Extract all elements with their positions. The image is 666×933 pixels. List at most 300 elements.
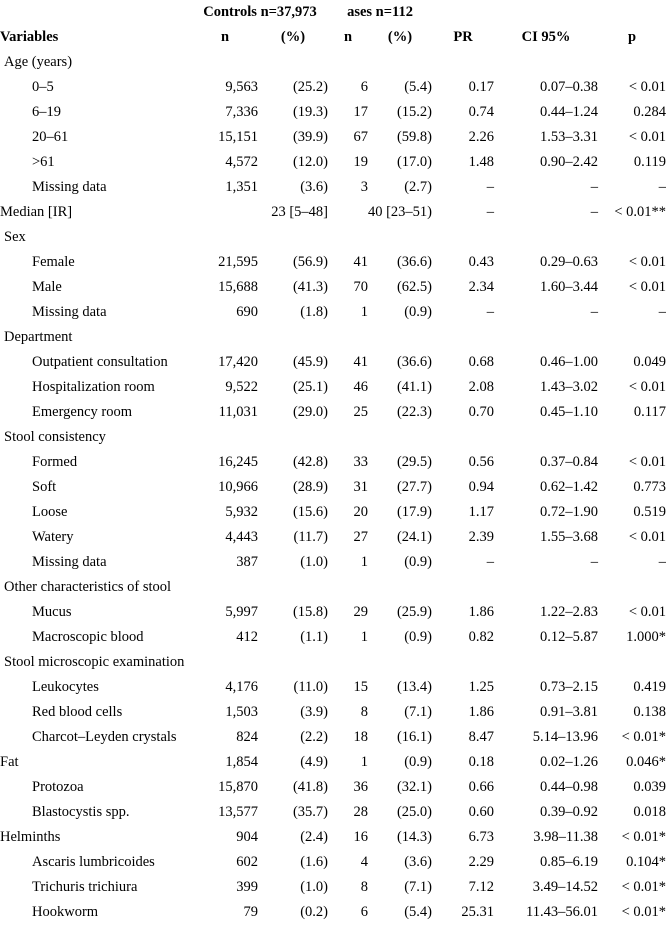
row-controls-n: 9,522: [225, 379, 258, 395]
row-ci: 11.43–56.01: [526, 904, 599, 920]
table-row: [0, 800, 666, 825]
row-controls-n: 412: [236, 629, 258, 645]
row-p: 0.104*: [626, 854, 666, 870]
header-controls-group: Controls n=37,973: [203, 4, 317, 20]
row-controls-n: 904: [236, 829, 258, 845]
row-controls-pct: (19.3): [292, 104, 329, 120]
row-cases-n: 46: [353, 379, 369, 395]
row-cases-pct: (36.6): [396, 254, 433, 270]
row-cases-n: 29: [353, 604, 369, 620]
row-cases-n: 4: [360, 854, 369, 870]
row-pr: 2.29: [468, 854, 495, 870]
header-controls-n: n: [220, 29, 230, 45]
row-cases-pct: [368, 575, 432, 600]
table-row: [0, 500, 666, 525]
row-pr: 1.48: [468, 154, 495, 170]
row-label: 6–19: [32, 104, 61, 120]
row-p: 0.018: [633, 804, 666, 820]
row-label: Hookworm: [32, 904, 99, 920]
row-controls-pct: (4.9): [300, 754, 329, 770]
row-p: < 0.01: [628, 529, 666, 545]
row-controls-pct: (1.0): [300, 554, 329, 570]
row-controls-pct: (45.9): [292, 354, 329, 370]
header-p: p: [627, 29, 637, 45]
row-cases-pct: [368, 425, 432, 450]
row-label: Leukocytes: [32, 679, 99, 695]
row-ci: –: [590, 179, 599, 195]
row-cases-pct: (5.4): [404, 904, 433, 920]
row-cases-n: [328, 225, 368, 250]
row-label: Outpatient consultation: [32, 354, 168, 370]
row-cases-n: 1: [360, 629, 369, 645]
row-cases-pct: [368, 325, 432, 350]
row-controls-n: 1,854: [225, 754, 258, 770]
row-label: Blastocystis spp.: [32, 804, 130, 820]
row-p: 0.138: [633, 704, 666, 720]
row-ci: 0.12–5.87: [540, 629, 599, 645]
row-cases-n: 36: [353, 779, 369, 795]
row-ci: [494, 50, 598, 75]
row-cases-n: 67: [353, 129, 369, 145]
row-ci: 1.60–3.44: [540, 279, 599, 295]
row-pr: 0.68: [468, 354, 495, 370]
row-p: < 0.01*: [621, 729, 666, 745]
table-row: [0, 700, 666, 725]
row-label: Charcot–Leyden crystals: [32, 729, 177, 745]
row-cases-pct: (32.1): [396, 779, 433, 795]
row-cases-n: 41: [353, 254, 369, 270]
row-cases-n: 31: [353, 479, 369, 495]
row-p: < 0.01*: [621, 904, 666, 920]
table-row: [0, 550, 666, 575]
row-pr: 1.25: [468, 679, 495, 695]
table-row: [0, 150, 666, 175]
row-controls-n: 4,176: [225, 679, 258, 695]
row-controls-pct: [258, 425, 328, 450]
row-pr: [432, 225, 494, 250]
row-ci: 3.49–14.52: [532, 879, 599, 895]
row-p: < 0.01: [628, 129, 666, 145]
row-cases-pct: (0.9): [404, 304, 433, 320]
row-controls-n: [192, 650, 258, 675]
table-row: [0, 225, 666, 250]
header-cases-pct: (%): [387, 29, 413, 45]
row-ci: 0.73–2.15: [540, 679, 599, 695]
table-row: [0, 625, 666, 650]
row-pr: 0.43: [468, 254, 495, 270]
row-p: 0.049: [633, 354, 666, 370]
row-p: [598, 50, 666, 75]
row-controls-pct: [258, 225, 328, 250]
row-p: 0.773: [633, 479, 666, 495]
table-body: [0, 50, 666, 925]
row-pr: 2.26: [468, 129, 495, 145]
row-cases-pct: (25.0): [396, 804, 433, 820]
row-p: 0.119: [633, 154, 666, 170]
row-controls-n: 15,870: [218, 779, 258, 795]
row-cases-n: 6: [360, 79, 369, 95]
row-cases-n: 1: [360, 754, 369, 770]
row-cases-n: 19: [353, 154, 369, 170]
row-pr: 6.73: [468, 829, 495, 845]
row-pr: 0.82: [468, 629, 495, 645]
row-pr: 25.31: [461, 904, 495, 920]
row-cases-n: [328, 50, 368, 75]
row-controls-pct: (1.1): [300, 629, 329, 645]
row-pr: [432, 325, 494, 350]
row-controls-n: 690: [236, 304, 258, 320]
row-p: < 0.01: [628, 254, 666, 270]
row-cases-n: [328, 575, 368, 600]
row-p: < 0.01**: [614, 204, 666, 220]
table-row: [0, 325, 666, 350]
row-ci: 1.55–3.68: [540, 529, 599, 545]
row-label: Female: [32, 254, 75, 270]
row-ci: –: [590, 554, 599, 570]
row-pr: 0.17: [468, 79, 495, 95]
row-controls-n: 11,031: [218, 404, 258, 420]
row-controls-pct: (56.9): [292, 254, 329, 270]
row-label: Mucus: [32, 604, 72, 620]
header-row-groups: [0, 0, 666, 25]
row-label: Loose: [32, 504, 68, 520]
row-ci: –: [590, 204, 599, 220]
row-ci: 0.62–1.42: [540, 479, 599, 495]
table-row: [0, 850, 666, 875]
row-pr: 1.17: [468, 504, 495, 520]
row-controls-pct: [258, 650, 328, 675]
row-p: < 0.01: [628, 79, 666, 95]
row-cases-pct: (2.7): [404, 179, 433, 195]
row-label: Emergency room: [32, 404, 132, 420]
row-controls-pct: (2.4): [300, 829, 329, 845]
row-label: Missing data: [32, 554, 107, 570]
row-cases-n: [328, 650, 368, 675]
row-p: < 0.01: [628, 604, 666, 620]
row-controls-n: [192, 425, 258, 450]
row-pr: 7.12: [468, 879, 495, 895]
row-ci: 0.02–1.26: [540, 754, 599, 770]
row-controls-pct: (12.0): [292, 154, 329, 170]
row-ci: 0.07–0.38: [540, 79, 599, 95]
table-row: [0, 275, 666, 300]
table-header: [0, 0, 666, 50]
row-label: Red blood cells: [32, 704, 123, 720]
row-label: Fat: [0, 754, 19, 770]
row-controls-n: 824: [236, 729, 258, 745]
row-pr: 1.86: [468, 604, 495, 620]
row-controls-n: 7,336: [225, 104, 258, 120]
row-controls-n: 387: [236, 554, 258, 570]
row-pr: 2.39: [468, 529, 495, 545]
row-cases-pct: (41.1): [396, 379, 433, 395]
row-p: < 0.01*: [621, 829, 666, 845]
row-cases-n: 8: [360, 879, 369, 895]
row-ci: 0.85–6.19: [540, 854, 599, 870]
table-row: [0, 50, 666, 75]
header-ci: CI 95%: [521, 29, 571, 45]
row-p: [598, 225, 666, 250]
row-p: < 0.01: [628, 379, 666, 395]
row-controls-pct: (3.9): [300, 704, 329, 720]
row-pr: 2.34: [468, 279, 495, 295]
row-cases-n: 17: [353, 104, 369, 120]
table-row: [0, 600, 666, 625]
row-controls-pct: (29.0): [292, 404, 329, 420]
row-controls-pct: (1.6): [300, 854, 329, 870]
table-row: [0, 775, 666, 800]
table-row: [0, 475, 666, 500]
row-label: 0–5: [32, 79, 54, 95]
row-cases-pct: (15.2): [396, 104, 433, 120]
row-cases-n: 33: [353, 454, 369, 470]
header-pr: PR: [453, 29, 473, 45]
row-controls-pct: (11.0): [293, 679, 329, 695]
row-controls-n: 16,245: [218, 454, 258, 470]
row-ci: [494, 575, 598, 600]
row-p: 0.117: [633, 404, 666, 420]
row-label: Trichuris trichiura: [32, 879, 138, 895]
row-cases-n: 28: [353, 804, 369, 820]
row-controls-n: 9,563: [225, 79, 258, 95]
row-p: –: [658, 179, 666, 195]
row-p: < 0.01*: [621, 879, 666, 895]
row-cases-pct: (27.7): [396, 479, 433, 495]
row-pr: [432, 50, 494, 75]
row-ci: 0.37–0.84: [540, 454, 599, 470]
row-p: [598, 325, 666, 350]
row-controls-n: [192, 50, 258, 75]
row-controls-pct: (39.9): [292, 129, 329, 145]
row-cases-pct: [368, 50, 432, 75]
row-cases-n: 6: [360, 904, 369, 920]
row-ci: 0.46–1.00: [540, 354, 599, 370]
row-p: –: [658, 304, 666, 320]
row-cases-n: 15: [353, 679, 369, 695]
row-pr: 0.70: [468, 404, 495, 420]
row-label: >61: [32, 154, 55, 170]
table-row: [0, 175, 666, 200]
row-cases-pct: (7.1): [404, 704, 433, 720]
row-cases-pct: (25.9): [396, 604, 433, 620]
row-pr: 0.66: [468, 779, 495, 795]
row-ci: [494, 225, 598, 250]
table-row: [0, 125, 666, 150]
row-controls-pct: (42.8): [292, 454, 329, 470]
row-label: Hospitalization room: [32, 379, 155, 395]
row-cases-n: 25: [353, 404, 369, 420]
table-row: [0, 675, 666, 700]
row-cases-n: [328, 425, 368, 450]
row-label: Watery: [32, 529, 74, 545]
row-ci: 3.98–11.38: [533, 829, 599, 845]
row-controls-pct: (41.8): [292, 779, 329, 795]
header-cases-group: ases n=112: [347, 4, 413, 20]
row-pr: 2.08: [468, 379, 495, 395]
row-p: 0.519: [633, 504, 666, 520]
row-p: 1.000*: [626, 629, 666, 645]
row-controls-pct: (15.8): [292, 604, 329, 620]
row-pr: –: [486, 204, 495, 220]
table-row: [0, 725, 666, 750]
row-ci: 0.44–0.98: [540, 779, 599, 795]
row-pr: 0.56: [468, 454, 495, 470]
row-controls-n: [192, 575, 258, 600]
row-cases-n: 41: [353, 354, 369, 370]
table-row: [0, 750, 666, 775]
row-label: Missing data: [32, 179, 107, 195]
row-cases-n: 3: [360, 179, 369, 195]
table-row: [0, 350, 666, 375]
row-cases-pct: [368, 225, 432, 250]
row-p: 0.284: [633, 104, 666, 120]
row-controls-n: 79: [243, 904, 258, 920]
row-cases-pct: (24.1): [396, 529, 433, 545]
row-cases-pct: (17.9): [396, 504, 433, 520]
row-cases-n: 8: [360, 704, 369, 720]
row-controls-n: [192, 325, 258, 350]
row-controls-pct: (15.6): [292, 504, 329, 520]
row-cases-pct: (3.6): [404, 854, 433, 870]
row-pr: –: [486, 304, 495, 320]
row-pr: 0.18: [468, 754, 495, 770]
row-label: Soft: [32, 479, 57, 495]
row-p: [598, 575, 666, 600]
table-row: [0, 575, 666, 600]
row-controls-n: 13,577: [218, 804, 258, 820]
table-row: [0, 525, 666, 550]
row-p: [598, 425, 666, 450]
row-ci: 0.72–1.90: [540, 504, 599, 520]
row-controls-pct: (25.2): [292, 79, 329, 95]
row-cases-pct: (13.4): [396, 679, 433, 695]
row-controls-n: 17,420: [218, 354, 258, 370]
row-controls-n: 10,966: [218, 479, 258, 495]
row-cases-pct: (7.1): [404, 879, 433, 895]
row-cases-pct: (29.5): [396, 454, 433, 470]
row-ci: [494, 325, 598, 350]
row-pr: 0.60: [468, 804, 495, 820]
row-p: 0.046*: [626, 754, 666, 770]
row-label: Stool consistency: [4, 429, 106, 445]
row-controls-pct: (25.1): [292, 379, 329, 395]
row-p: –: [658, 554, 666, 570]
row-controls-pct: (35.7): [292, 804, 329, 820]
row-controls-n: 1,503: [225, 704, 258, 720]
row-cases-pct: (62.5): [396, 279, 433, 295]
row-ci: 1.22–2.83: [540, 604, 599, 620]
row-cases-pct: (59.8): [396, 129, 433, 145]
row-controls-pct: (2.2): [300, 729, 329, 745]
row-p: < 0.01: [628, 454, 666, 470]
row-cases-n: [328, 325, 368, 350]
row-controls-n: 5,997: [225, 604, 258, 620]
row-controls-n: 15,151: [218, 129, 258, 145]
row-label: Macroscopic blood: [32, 629, 144, 645]
row-ci: 1.43–3.02: [540, 379, 599, 395]
row-controls-pct: (3.6): [300, 179, 329, 195]
row-controls-pct: (28.9): [292, 479, 329, 495]
row-label: Ascaris lumbricoides: [32, 854, 155, 870]
row-label: Missing data: [32, 304, 107, 320]
row-cases-pct: (36.6): [396, 354, 433, 370]
row-ci: 0.29–0.63: [540, 254, 599, 270]
row-p: [598, 650, 666, 675]
table-row: [0, 75, 666, 100]
row-p: 0.039: [633, 779, 666, 795]
row-cases-n: 27: [353, 529, 369, 545]
row-pr: –: [486, 179, 495, 195]
row-controls-median: 23 [5–48]: [271, 204, 329, 220]
row-label: Protozoa: [32, 779, 84, 795]
row-cases-pct: (22.3): [396, 404, 433, 420]
row-controls-n: 5,932: [225, 504, 258, 520]
row-p: 0.419: [633, 679, 666, 695]
row-label: Formed: [32, 454, 78, 470]
row-controls-n: 21,595: [218, 254, 258, 270]
row-ci: [494, 650, 598, 675]
table-row: [0, 450, 666, 475]
table-row: [0, 100, 666, 125]
row-cases-pct: (16.1): [396, 729, 433, 745]
row-cases-n: 18: [353, 729, 369, 745]
header-controls-pct: (%): [280, 29, 306, 45]
row-cases-n: 70: [353, 279, 369, 295]
row-cases-pct: [368, 650, 432, 675]
row-controls-pct: (1.8): [300, 304, 329, 320]
row-controls-n: 4,443: [225, 529, 258, 545]
row-cases-pct: (0.9): [404, 629, 433, 645]
table-row: [0, 650, 666, 675]
row-ci: 5.14–13.96: [532, 729, 599, 745]
row-ci: 0.90–2.42: [540, 154, 599, 170]
row-controls-pct: (0.2): [300, 904, 329, 920]
row-ci: 0.39–0.92: [540, 804, 599, 820]
row-cases-n: 16: [353, 829, 369, 845]
row-controls-n: [192, 225, 258, 250]
row-pr: 1.86: [468, 704, 495, 720]
row-cases-pct: (14.3): [396, 829, 433, 845]
row-pr: [432, 425, 494, 450]
row-label: Other characteristics of stool: [4, 579, 172, 595]
row-cases-pct: (0.9): [404, 754, 433, 770]
table-row: [0, 425, 666, 450]
row-ci: –: [590, 304, 599, 320]
row-cases-median: 40 [23–51): [367, 204, 433, 220]
row-ci: 0.91–3.81: [540, 704, 599, 720]
row-label: Helminths: [0, 829, 61, 845]
row-label: Age (years): [4, 54, 73, 70]
row-cases-n: 20: [353, 504, 369, 520]
row-pr: 8.47: [468, 729, 495, 745]
table-row: [0, 375, 666, 400]
row-cases-pct: (0.9): [404, 554, 433, 570]
row-controls-n: 4,572: [225, 154, 258, 170]
row-cases-pct: (5.4): [404, 79, 433, 95]
row-pr: 0.94: [468, 479, 495, 495]
row-pr: [432, 650, 494, 675]
row-label: Stool microscopic examination: [4, 654, 185, 670]
table-row: [0, 400, 666, 425]
row-label: Sex: [4, 229, 26, 245]
row-controls-pct: (41.3): [292, 279, 329, 295]
row-label: Department: [4, 329, 73, 345]
row-pr: –: [486, 554, 495, 570]
header-cases-n: n: [343, 29, 353, 45]
row-controls-n: 602: [236, 854, 258, 870]
table-row: [0, 300, 666, 325]
row-cases-n: 1: [360, 554, 369, 570]
